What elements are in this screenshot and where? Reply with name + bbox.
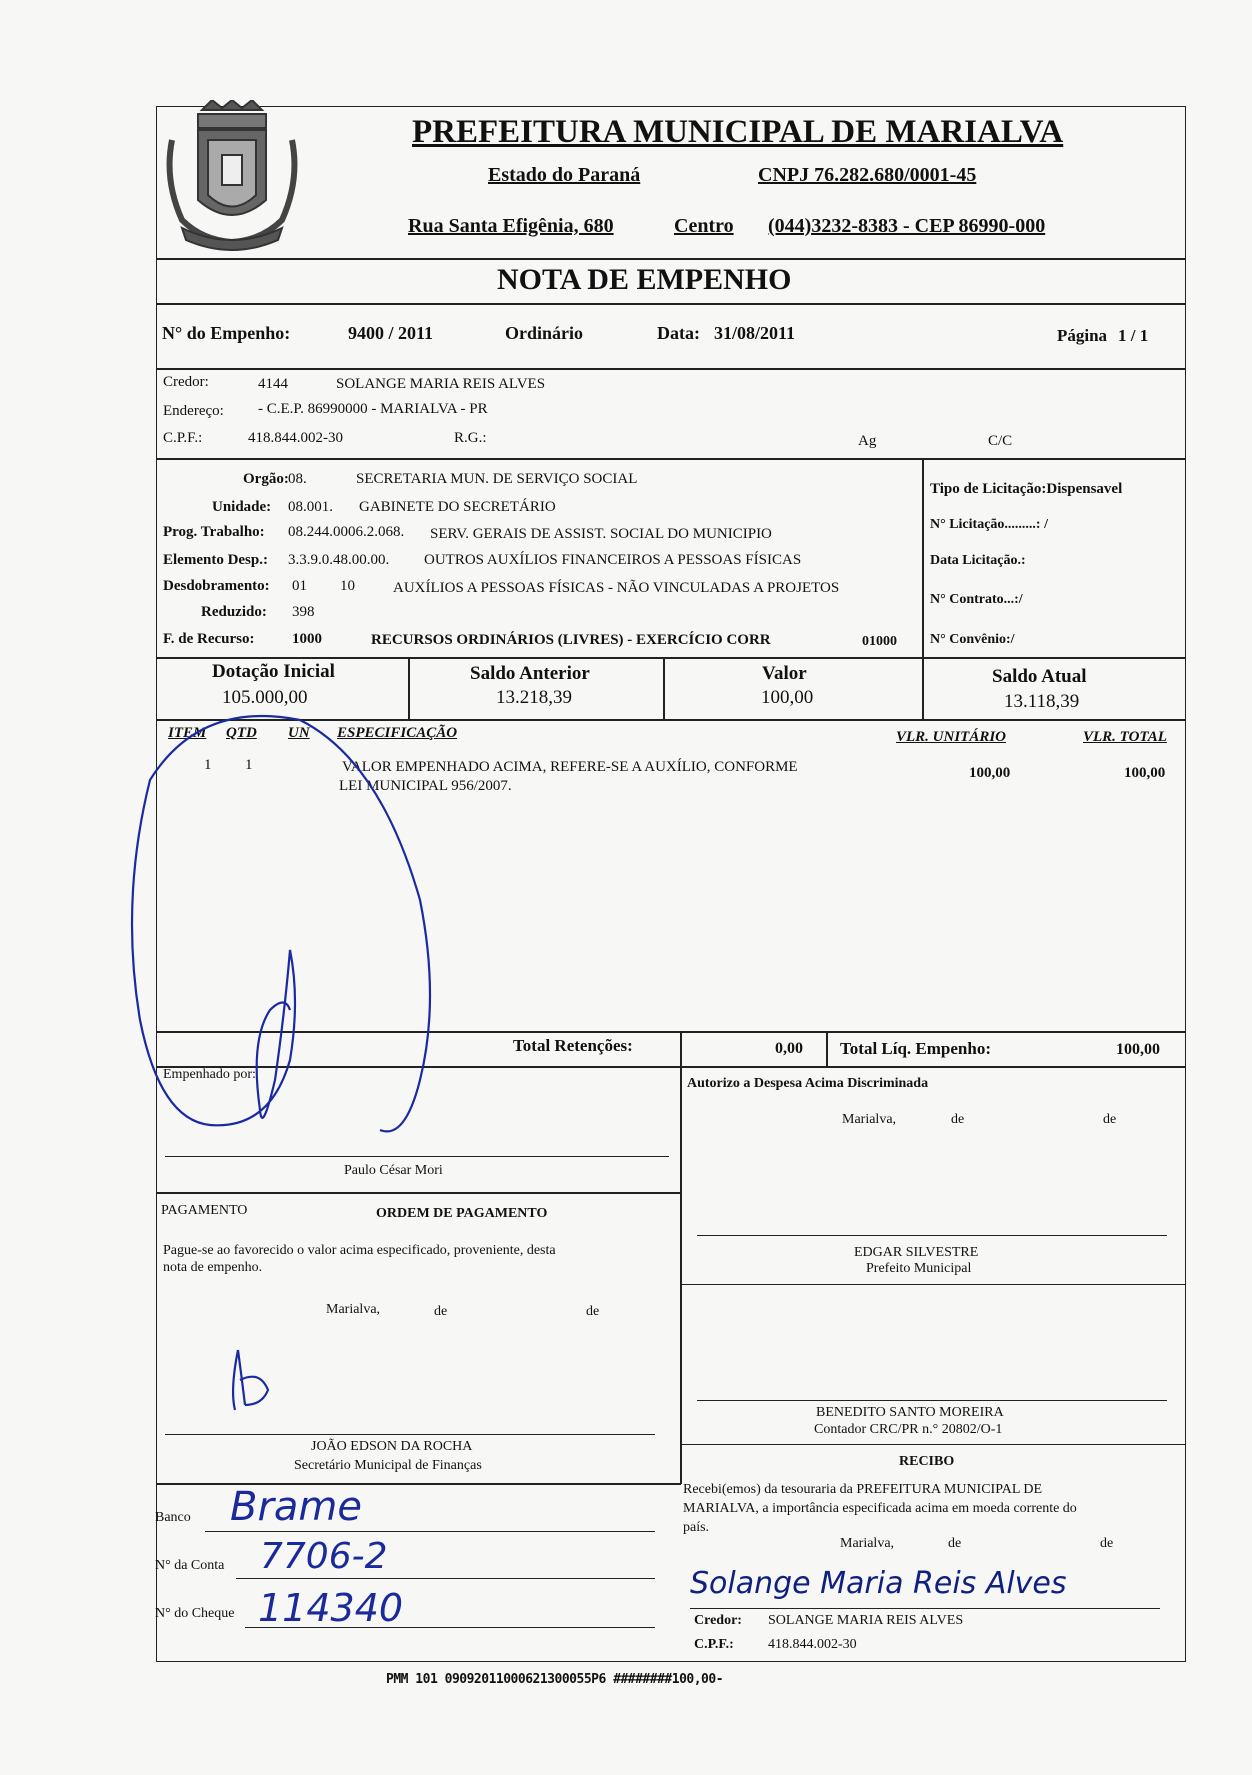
contador-name: BENEDITO SANTO MOREIRA xyxy=(816,1405,1004,1420)
valor-value: 100,00 xyxy=(761,687,814,708)
valor-label: Valor xyxy=(762,663,807,684)
item-vlr-total: 100,00 xyxy=(1124,765,1166,781)
autorizo-de1: de xyxy=(951,1112,965,1127)
empenho-number-label: N° do Empenho: xyxy=(162,323,291,343)
item-qtd: 1 xyxy=(245,757,253,773)
saldo-anterior-label: Saldo Anterior xyxy=(470,663,590,684)
autorizo-city: Marialva, xyxy=(842,1112,897,1127)
credor-name: SOLANGE MARIA REIS ALVES xyxy=(336,376,546,392)
rg-label: R.G.: xyxy=(454,430,487,446)
total-liquido-label: Total Líq. Empenho: xyxy=(840,1039,991,1058)
recibo-de1: de xyxy=(948,1536,962,1551)
recibo-text1: Recebi(emos) da tesouraria da PREFEITURA MUNICIPAL DE xyxy=(683,1482,1043,1497)
qtd-header: QTD xyxy=(226,725,257,741)
desdobramento-label: Desdobramento: xyxy=(163,578,270,594)
page-number: 1 / 1 xyxy=(1118,326,1149,345)
elemento-name: OUTROS AUXÍLIOS FINANCEIROS A PESSOAS FÍSICAS xyxy=(424,552,802,568)
header-state: Estado do Paraná xyxy=(488,164,641,186)
pagamento-de1: de xyxy=(434,1304,448,1319)
empenho-number: 9400 / 2011 xyxy=(348,323,434,343)
pagamento-de2: de xyxy=(586,1304,600,1319)
secretario-role: Secretário Municipal de Finanças xyxy=(294,1458,482,1473)
recurso-label: F. de Recurso: xyxy=(163,631,255,647)
un-header: UN xyxy=(288,725,310,741)
prefeito-name: EDGAR SILVESTRE xyxy=(854,1245,979,1260)
desdobramento-code1: 01 xyxy=(292,578,307,594)
secretario-name: JOÃO EDSON DA ROCHA xyxy=(311,1439,473,1454)
pagamento-label: PAGAMENTO xyxy=(161,1203,248,1218)
item-desc-line1: VALOR EMPENHADO ACIMA, REFERE-SE A AUXÍLIO, CONFORME xyxy=(342,759,798,775)
ag-label: Ag xyxy=(858,433,877,449)
dotacao-label: Dotação Inicial xyxy=(212,661,335,682)
unidade-label: Unidade: xyxy=(212,499,272,515)
recibo-credor-value: SOLANGE MARIA REIS ALVES xyxy=(768,1613,964,1628)
item-vlr-unitario: 100,00 xyxy=(969,765,1011,781)
vlr-total-header: VLR. TOTAL xyxy=(1083,729,1167,745)
especificacao-header: ESPECIFICAÇÃO xyxy=(337,725,458,741)
empenhado-por-label: Empenhado por: xyxy=(163,1067,256,1082)
desdobramento-name: AUXÍLIOS A PESSOAS FÍSICAS - NÃO VINCULADAS A PROJETOS xyxy=(393,580,840,596)
autorizo-de2: de xyxy=(1103,1112,1117,1127)
dotacao-value: 105.000,00 xyxy=(222,687,308,708)
saldo-atual-label: Saldo Atual xyxy=(992,666,1087,687)
header-address: Rua Santa Efigênia, 680 xyxy=(408,215,614,237)
cheque-label: N° do Cheque xyxy=(155,1606,235,1621)
prog-label: Prog. Trabalho: xyxy=(163,524,265,540)
cheque-handwritten: 114340 xyxy=(258,1586,404,1630)
cc-label: C/C xyxy=(988,433,1013,449)
empenhado-por-name: Paulo César Mori xyxy=(344,1163,443,1178)
reduzido-label: Reduzido: xyxy=(201,604,267,620)
reduzido-value: 398 xyxy=(292,604,315,620)
recibo-cpf-value: 418.844.002-30 xyxy=(768,1637,857,1652)
orgao-label: Orgão: xyxy=(243,471,289,487)
elemento-code: 3.3.9.0.48.00.00. xyxy=(288,552,390,568)
recibo-text3: país. xyxy=(683,1520,710,1535)
banco-label: Banco xyxy=(155,1510,191,1525)
total-liquido-value: 100,00 xyxy=(1116,1041,1160,1058)
empenho-type: Ordinário xyxy=(505,323,584,343)
pagamento-city: Marialva, xyxy=(326,1302,381,1317)
doc-title: NOTA DE EMPENHO xyxy=(497,263,792,296)
numero-contrato: N° Contrato...:/ xyxy=(930,592,1023,607)
autorizo-label: Autorizo a Despesa Acima Discriminada xyxy=(687,1076,929,1091)
saldo-anterior-value: 13.218,39 xyxy=(496,687,572,708)
pagamento-text1: Pague-se ao favorecido o valor acima especificado, proveniente, desta xyxy=(163,1243,556,1258)
cpf-label: C.P.F.: xyxy=(163,430,203,446)
page-label: Página xyxy=(1057,326,1108,345)
cpf-value: 418.844.002-30 xyxy=(248,430,343,446)
tipo-licitacao: Tipo de Licitação:Dispensavel xyxy=(930,481,1123,497)
credor-signature: Solange Maria Reis Alves xyxy=(690,1566,1067,1601)
desdobramento-code2: 10 xyxy=(340,578,355,594)
total-retencoes-value: 0,00 xyxy=(775,1040,803,1057)
recurso-name: RECURSOS ORDINÁRIOS (LIVRES) - EXERCÍCIO CORR xyxy=(371,632,771,648)
recurso-code2: 01000 xyxy=(862,634,897,649)
prog-code: 08.244.0006.2.068. xyxy=(288,524,405,540)
unidade-code: 08.001. xyxy=(288,499,333,515)
item-desc-line2: LEI MUNICIPAL 956/2007. xyxy=(339,778,512,794)
prog-name: SERV. GERAIS DE ASSIST. SOCIAL DO MUNICIPIO xyxy=(430,526,772,542)
prefeito-role: Prefeito Municipal xyxy=(866,1261,972,1276)
endereco-value: - C.E.P. 86990000 - MARIALVA - PR xyxy=(258,401,488,417)
orgao-name: SECRETARIA MUN. DE SERVIÇO SOCIAL xyxy=(356,471,638,487)
recibo-text2: MARIALVA, a importância especificada acima em moeda corrente do xyxy=(683,1501,1077,1516)
numero-licitacao: N° Licitação.........: / xyxy=(930,517,1048,532)
item-number: 1 xyxy=(204,757,212,773)
item-header: ITEM xyxy=(168,725,207,741)
pagamento-text2: nota de empenho. xyxy=(163,1260,263,1275)
ordem-pagamento-label: ORDEM DE PAGAMENTO xyxy=(376,1206,548,1221)
vlr-unitario-header: VLR. UNITÁRIO xyxy=(896,729,1007,745)
header-district: Centro xyxy=(674,215,734,237)
conta-handwritten: 7706-2 xyxy=(260,1536,388,1577)
endereco-label: Endereço: xyxy=(163,403,224,419)
contador-role: Contador CRC/PR n.° 20802/O-1 xyxy=(814,1422,1003,1437)
saldo-atual-value: 13.118,39 xyxy=(1004,691,1080,712)
numero-convenio: N° Convênio:/ xyxy=(930,632,1015,647)
empenho-date-label: Data: xyxy=(657,323,700,343)
footer-code: PMM 101 09092011000621300055P6 ########100,00- xyxy=(386,1672,724,1687)
banco-handwritten: Brame xyxy=(230,1484,362,1530)
recibo-label: RECIBO xyxy=(899,1454,955,1469)
recibo-de2: de xyxy=(1100,1536,1114,1551)
credor-label: Credor: xyxy=(163,374,209,390)
elemento-label: Elemento Desp.: xyxy=(163,552,268,568)
large-oval-stroke xyxy=(132,716,300,1125)
data-licitacao: Data Licitação.: xyxy=(930,553,1026,568)
secretario-initial-stroke xyxy=(233,1350,268,1410)
credor-code: 4144 xyxy=(258,376,288,392)
recurso-code: 1000 xyxy=(292,631,322,647)
recibo-credor-label: Credor: xyxy=(694,1613,742,1628)
recibo-city: Marialva, xyxy=(840,1536,895,1551)
total-retencoes-label: Total Retenções: xyxy=(513,1036,633,1055)
header-title: PREFEITURA MUNICIPAL DE MARIALVA xyxy=(412,114,1064,150)
large-oval-stroke-right xyxy=(300,720,430,1131)
header-cnpj: CNPJ 76.282.680/0001-45 xyxy=(758,164,977,186)
orgao-code: 08. xyxy=(288,471,307,487)
conta-label: N° da Conta xyxy=(155,1558,225,1573)
empenho-date: 31/08/2011 xyxy=(714,323,796,343)
header-phone-cep: (044)3232-8383 - CEP 86990-000 xyxy=(768,215,1046,237)
recibo-cpf-label: C.P.F.: xyxy=(694,1637,734,1652)
unidade-name: GABINETE DO SECRETÁRIO xyxy=(359,499,556,515)
